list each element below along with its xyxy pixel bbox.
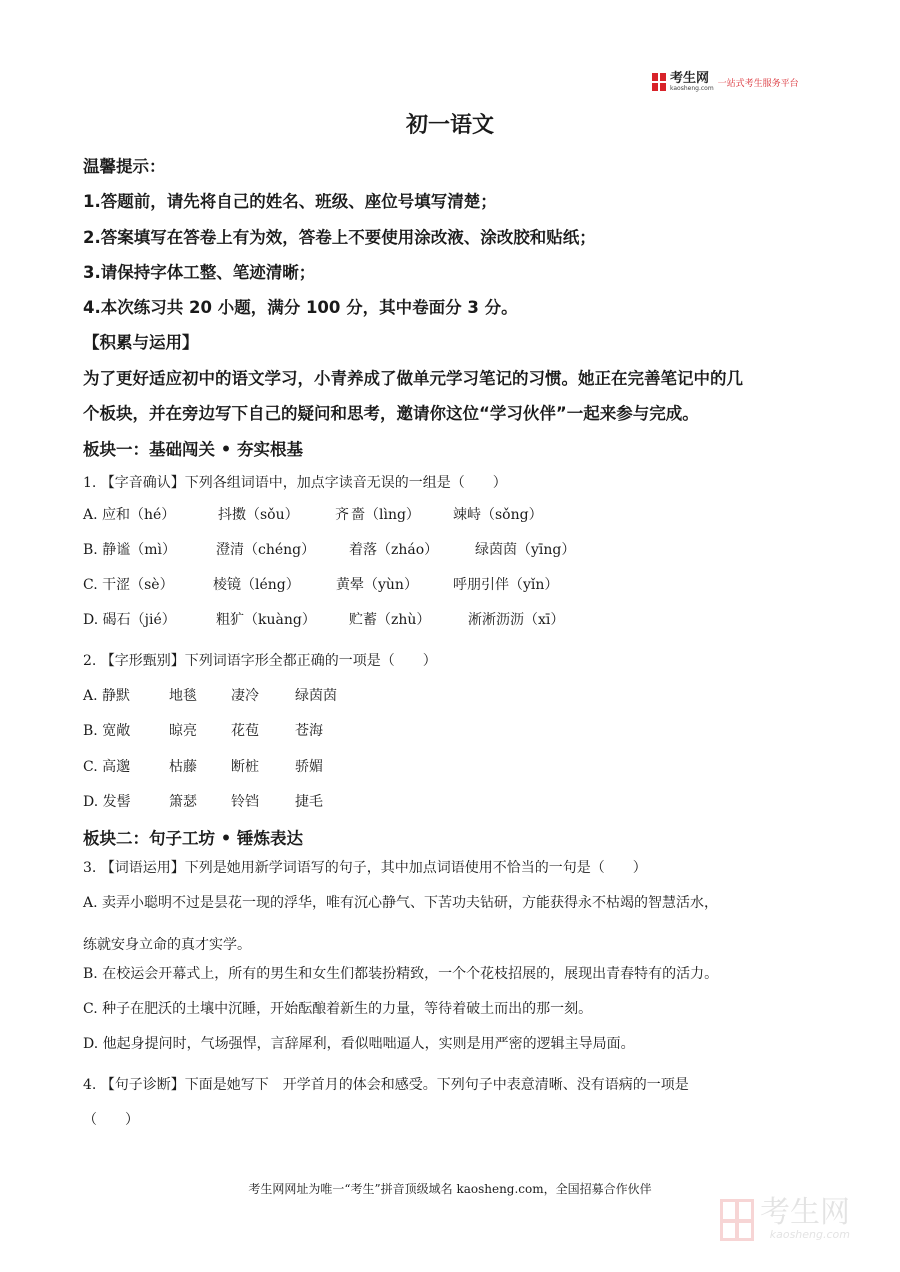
section-heading: 【积累与运用】 <box>83 333 199 352</box>
section-intro: 为了更好适应初中的语文学习，小青养成了做单元学习笔记的习惯。她正在完善笔记中的几 <box>83 369 743 388</box>
tip-item: 4.本次练习共 20 小题，满分 100 分，其中卷面分 3 分。 <box>83 298 518 317</box>
q1-option-c: C. 干涩（sè） 棱镜（léng） 黄晕（yùn） 呼朋引伴（yǐn） <box>83 577 559 593</box>
q1-option-b: B. 静谧（mì） 澄清（chéng） 着落（zháo） 绿茵茵（yīng） <box>83 542 576 558</box>
q1-option-a: A. 应和（hé） 抖擞（sǒu） 齐 嗇（lìng） 竦峙（sǒng） <box>83 507 543 523</box>
q3-option-c: C. 种子在肥沃的土壤中沉睡，开始酝酿着新生的力量，等待着破土而出的那一刻。 <box>83 1001 593 1017</box>
q2-option-d: D. 发髻 箫瑟 铃铛 捷毛 <box>83 794 323 810</box>
question-stem: 2. 【字形甄别】下列词语字形全都正确的一项是（ ） <box>83 653 437 669</box>
q3-option-a-cont: 练就安身立命的真才实学。 <box>83 937 251 953</box>
tip-item: 2.答案填写在答卷上有为效，答卷上不要使用涂改液、涂改胶和贴纸； <box>83 228 596 247</box>
page-footer: 考生网网址为唯一“考生”拼音顶级域名 kaosheng.com，全国招募合作伙伴 <box>248 1182 652 1196</box>
question-stem: 1. 【字音确认】下列各组词语中，加点字读音无误的一组是（ ） <box>83 475 507 491</box>
tip-item: 3.请保持字体工整、笔迹清晰； <box>83 263 316 282</box>
watermark-name: 考生网 <box>760 1195 850 1230</box>
answer-paren: （ ） <box>83 1112 139 1128</box>
section-intro: 个板块，并在旁边写下自己的疑问和思考，邀请你这位“学习伙伴”一起来参与完成。 <box>83 404 699 423</box>
watermark-logo-icon <box>720 1199 754 1241</box>
page-title: 初一语文 <box>405 113 494 138</box>
q3-option-b: B. 在校运会开幕式上，所有的男生和女生们都装扮精致，一个个花枝招展的，展现出青春特有的活力。 <box>83 966 719 982</box>
kaosheng-logo-icon <box>652 73 666 91</box>
q3-option-d: D. 他起身提问时，气场强悍，言辞犀利，看似咄咄逼人，实则是用严密的逻辑主导局面。 <box>83 1036 635 1052</box>
q2-option-c: C. 高邈 枯藤 断桩 骄媚 <box>83 759 323 775</box>
q2-option-b: B. 宽敞 晾亮 花苞 苍海 <box>83 723 323 739</box>
q2-option-a: A. 静默 地毯 凄冷 绿茵茵 <box>83 688 337 704</box>
q1-option-d: D. 碣石（jié） 粗犷（kuàng） 贮蓄（zhù） 淅淅沥沥（xī） <box>83 612 565 628</box>
question-stem: 3. 【词语运用】下列是她用新学词语写的句子，其中加点词语使用不恰当的一句是（ ） <box>83 860 647 876</box>
logo-url: kaosheng.com <box>670 85 714 92</box>
logo-slogan: 一站式考生服务平台 <box>717 78 799 89</box>
watermark <box>720 1195 850 1241</box>
question-stem: 4. 【句子诊断】下面是她写下 开学首月的体会和感受。下列句子中表意清晰、没有语病的一项是 <box>83 1077 689 1093</box>
block-heading: 板块二：句子工坊 • 锤炼表达 <box>83 829 304 848</box>
watermark-url: kaosheng.com <box>769 1228 850 1241</box>
tips-heading: 温馨提示： <box>83 157 166 176</box>
header-logo <box>652 70 799 94</box>
tip-item: 1.答题前，请先将自己的姓名、班级、座位号填写清楚； <box>83 192 497 211</box>
q3-option-a: A. 卖弄小聪明不过是昙花一现的浮华，唯有沉心静气、下苦功夫钻研，方能获得永不枯竭的智慧活水， <box>83 895 719 911</box>
block-heading: 板块一：基础闯关 • 夯实根基 <box>83 440 304 459</box>
logo-name: 考生网 <box>670 71 710 86</box>
